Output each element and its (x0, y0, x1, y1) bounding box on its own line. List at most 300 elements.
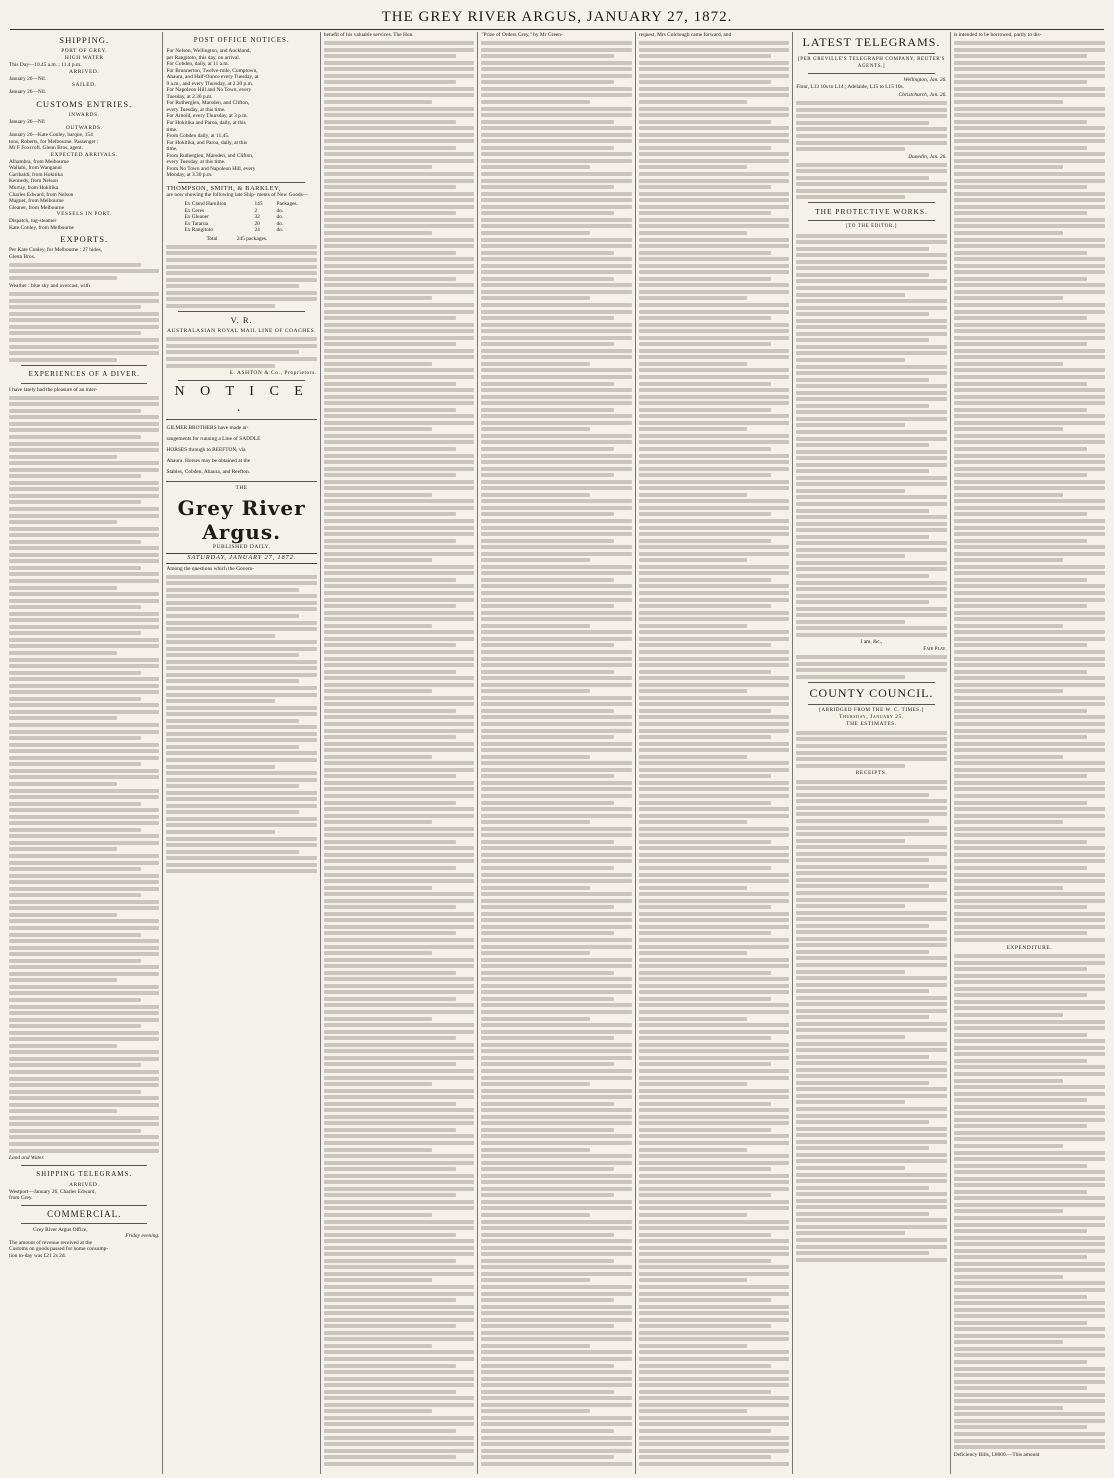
text-line (324, 1134, 474, 1138)
column-7-body (954, 41, 1105, 942)
text-line (481, 879, 631, 883)
text-line (481, 643, 613, 647)
text-line (324, 107, 474, 111)
text-line (639, 755, 747, 759)
text-line (481, 1180, 631, 1184)
text-line (9, 802, 141, 806)
text-line (481, 133, 631, 137)
text-line (481, 408, 613, 412)
text-line (954, 54, 1087, 58)
text-line (481, 1226, 631, 1230)
text-line (954, 827, 1105, 831)
text-line (481, 512, 613, 516)
text-line (639, 1442, 789, 1446)
text-line (954, 637, 1105, 641)
text-line (9, 1090, 141, 1094)
text-line (324, 1233, 456, 1237)
text-line (324, 126, 474, 130)
text-line (481, 48, 631, 52)
text-line (481, 598, 631, 602)
divider (178, 380, 304, 381)
text-line (481, 395, 631, 399)
text-line (324, 139, 474, 143)
text-line (639, 1036, 771, 1040)
text-line (166, 751, 316, 755)
text-line (796, 1186, 928, 1190)
text-line (954, 1079, 1063, 1083)
text-line (796, 1035, 904, 1039)
text-line (324, 133, 474, 137)
text-line (324, 722, 474, 726)
text-line (954, 1033, 1087, 1037)
text-line (481, 264, 631, 268)
text-line (481, 251, 613, 255)
text-line (324, 460, 474, 464)
commercial-heading: COMMERCIAL. (47, 1208, 122, 1219)
text-line (481, 892, 631, 896)
text-line (639, 486, 789, 490)
text-line (9, 671, 141, 675)
text-line (481, 702, 631, 706)
text-line (324, 395, 474, 399)
text-line (324, 1416, 474, 1420)
text-line (954, 624, 1063, 628)
text-line (324, 1272, 474, 1276)
vessels-label: VESSELS IN PORT. (56, 211, 112, 218)
notice-line: GILMER BROTHERS have made ar- (166, 425, 249, 432)
text-line (481, 866, 613, 870)
text-line (9, 716, 117, 720)
text-line (324, 827, 474, 831)
text-line (166, 660, 316, 664)
text-line (481, 1462, 631, 1466)
text-line (481, 1220, 631, 1224)
text-line (796, 384, 946, 388)
text-line (481, 1043, 631, 1047)
text-line (954, 1367, 1105, 1371)
text-line (639, 1377, 789, 1381)
tsb-cell-count: 24 (254, 227, 260, 234)
text-line (796, 655, 946, 659)
vessels-line: Kate Conley, from Melbourne (9, 224, 74, 231)
text-line (9, 305, 141, 309)
text-line (954, 1006, 1105, 1010)
text-line (481, 1134, 631, 1138)
text-line (324, 964, 474, 968)
text-line (639, 460, 789, 464)
list-line: For Brunnerton, Twelve-mile, Cumptown, (166, 67, 258, 74)
text-line (481, 506, 631, 510)
inwards-label: INWARDS. (68, 111, 100, 118)
text-line (639, 493, 747, 497)
text-line (166, 732, 316, 736)
protective-signer: Fair Play. (923, 646, 947, 653)
text-line (639, 146, 771, 150)
text-line (954, 591, 1105, 595)
text-line (324, 709, 456, 713)
text-line (481, 1292, 631, 1296)
text-line (796, 176, 928, 180)
text-line (324, 434, 474, 438)
text-line (481, 840, 613, 844)
text-line (481, 833, 631, 837)
text-line (481, 1030, 631, 1034)
text-line (639, 480, 789, 484)
text-line (481, 1318, 631, 1322)
text-line (796, 495, 946, 499)
text-line (639, 1121, 789, 1125)
text-line (481, 283, 631, 287)
divider (21, 365, 147, 366)
text-line (481, 192, 631, 196)
text-line (954, 395, 1105, 399)
text-line (481, 401, 631, 405)
notice-line: Stables, Cobden, Ahaura, and Reefton. (166, 469, 250, 476)
text-line (481, 257, 631, 261)
text-line (9, 1103, 159, 1107)
text-line (481, 1396, 631, 1400)
text-line (639, 355, 789, 359)
text-line (481, 480, 631, 484)
tsb-cell-ship: Ex Cland Hamilton (184, 201, 227, 208)
column-1 (6, 32, 163, 1474)
text-line (481, 925, 631, 929)
text-line (481, 807, 631, 811)
tsb-cell-unit: Packages. (276, 201, 298, 208)
text-line (796, 365, 946, 369)
text-line (481, 1161, 631, 1165)
text-line (796, 1146, 928, 1150)
text-line (324, 742, 474, 746)
text-line (954, 1308, 1105, 1312)
text-line (954, 539, 1087, 543)
text-line (324, 427, 432, 431)
coach-vr: V. R. (230, 314, 253, 325)
text-line (954, 139, 1105, 143)
text-line (9, 1011, 159, 1015)
text-line (481, 460, 631, 464)
text-line (481, 1128, 613, 1132)
text-line (324, 807, 474, 811)
text-line (639, 1220, 789, 1224)
text-line (639, 951, 747, 955)
text-line (166, 251, 316, 255)
text-line (481, 571, 631, 575)
text-line (796, 1048, 946, 1052)
text-line (481, 362, 589, 366)
text-line (324, 349, 474, 353)
text-line (954, 48, 1105, 52)
divider (808, 682, 934, 683)
text-line (639, 1252, 789, 1256)
text-line (481, 107, 631, 111)
text-line (481, 1331, 631, 1335)
text-line (9, 1070, 159, 1074)
text-line (324, 1357, 474, 1361)
text-line (481, 611, 631, 615)
text-line (954, 1046, 1105, 1050)
text-line (796, 839, 904, 843)
text-line (796, 989, 928, 993)
column-3 (321, 32, 478, 1474)
text-line (796, 587, 946, 591)
text-line (324, 1010, 474, 1014)
text-line (324, 179, 474, 183)
column-5 (636, 32, 793, 1474)
text-line (954, 1190, 1087, 1194)
county-council-date: Thursday, January 25. (839, 714, 904, 721)
text-line (481, 310, 631, 314)
text-line (481, 1023, 631, 1027)
outwards-label: OUTWARDS. (65, 125, 103, 132)
text-line (9, 998, 141, 1002)
text-line (796, 502, 946, 506)
text-line (639, 630, 789, 634)
text-line (9, 507, 159, 511)
text-line (639, 1108, 789, 1112)
text-line (481, 1436, 631, 1440)
text-line (954, 571, 1105, 575)
text-line (954, 493, 1063, 497)
text-line (9, 933, 141, 937)
text-line (324, 1115, 474, 1119)
text-line (481, 185, 613, 189)
text-line (639, 781, 789, 785)
text-line (954, 1236, 1105, 1240)
text-line (639, 683, 789, 687)
text-line (954, 794, 1105, 798)
text-line (481, 1115, 631, 1119)
text-line (324, 925, 474, 929)
text-line (9, 481, 159, 485)
text-line (9, 1031, 159, 1035)
text-line (9, 651, 117, 655)
list-line: time. (166, 146, 178, 153)
text-line (324, 41, 474, 45)
text-line (481, 526, 631, 530)
text-line (954, 801, 1087, 805)
text-line (954, 1026, 1105, 1030)
text-line (954, 1295, 1087, 1299)
list-line: From No Town and Napoleon Hill, every (166, 165, 256, 172)
text-line (324, 67, 474, 71)
divider (178, 311, 304, 312)
expected-line: Garibaldi, from Hokitika (9, 171, 63, 178)
text-line (796, 943, 946, 947)
text-line (954, 715, 1105, 719)
text-line (639, 1102, 771, 1106)
text-line (324, 198, 474, 202)
text-line (324, 853, 474, 857)
text-line (796, 904, 904, 908)
tsb-heading: THOMPSON, SMITH, & BARKLEY, (166, 185, 281, 192)
text-line (954, 552, 1105, 556)
text-line (481, 1056, 631, 1060)
text-line (9, 1149, 159, 1153)
text-line (639, 1180, 789, 1184)
text-line (954, 774, 1087, 778)
text-line (639, 1213, 747, 1217)
text-line (639, 362, 747, 366)
text-line (954, 1301, 1105, 1305)
text-line (954, 185, 1087, 189)
text-line (639, 768, 789, 772)
text-line (324, 1089, 474, 1093)
text-line (166, 357, 316, 361)
text-line (166, 863, 316, 867)
text-line (796, 737, 946, 741)
text-line (481, 100, 589, 104)
text-line (324, 100, 432, 104)
text-line (9, 338, 159, 342)
text-line (166, 712, 316, 716)
text-line (9, 906, 159, 910)
text-line (796, 884, 928, 888)
text-line (639, 277, 771, 281)
text-line (324, 454, 474, 458)
text-line (954, 1111, 1105, 1115)
text-line (481, 820, 589, 824)
text-line (324, 401, 474, 405)
text-line (481, 139, 631, 143)
text-line (796, 956, 946, 960)
text-line (481, 1187, 631, 1191)
text-line (166, 640, 316, 644)
text-line (481, 238, 631, 242)
text-line (9, 1077, 159, 1081)
text-line (481, 676, 631, 680)
text-line (324, 342, 456, 346)
text-line (954, 1118, 1105, 1122)
text-line (796, 1153, 946, 1157)
text-line (954, 663, 1105, 667)
text-line (9, 428, 159, 432)
text-line (481, 120, 613, 124)
text-line (481, 382, 613, 386)
text-line (639, 401, 789, 405)
text-line (166, 673, 316, 677)
column-7-body (954, 954, 1105, 1449)
text-line (796, 764, 904, 768)
text-line (9, 625, 159, 629)
text-line (481, 1141, 631, 1145)
text-line (481, 1246, 631, 1250)
text-line (954, 1223, 1105, 1227)
text-line (324, 1449, 474, 1453)
text-line (9, 847, 117, 851)
text-line (954, 1275, 1063, 1279)
text-line (481, 1239, 631, 1243)
text-line (324, 355, 474, 359)
text-line (639, 172, 789, 176)
text-line (954, 408, 1087, 412)
expected-line: Charles Edward, from Nelson (9, 191, 74, 198)
text-line (324, 532, 474, 536)
text-line (481, 1095, 631, 1099)
text-line (9, 533, 159, 537)
text-line (796, 757, 946, 761)
text-line (9, 527, 159, 531)
text-line (796, 163, 946, 167)
text-line (954, 447, 1087, 451)
text-line (481, 519, 631, 523)
text-line (796, 970, 904, 974)
text-line (639, 787, 789, 791)
text-line (639, 931, 771, 935)
text-line (796, 114, 946, 118)
text-line (639, 578, 771, 582)
text-line (324, 1292, 474, 1296)
text-line (481, 414, 631, 418)
text-line (9, 644, 159, 648)
text-line (9, 775, 159, 779)
text-line (639, 1357, 789, 1361)
text-line (324, 1383, 474, 1387)
protective-works-sub: [TO THE EDITOR.] (845, 224, 898, 230)
text-line (639, 1259, 771, 1263)
text-line (9, 782, 117, 786)
text-line (9, 978, 117, 982)
text-line (166, 784, 298, 788)
text-line (324, 473, 456, 477)
text-line (639, 388, 789, 392)
text-line (9, 599, 159, 603)
text-line (9, 664, 159, 668)
text-line (481, 467, 631, 471)
divider (808, 53, 934, 54)
text-line (954, 1380, 1105, 1384)
text-line (639, 964, 789, 968)
text-line (639, 1010, 789, 1014)
text-line (324, 918, 474, 922)
text-line (481, 657, 631, 661)
text-line (481, 1017, 589, 1021)
text-line (796, 1015, 928, 1019)
county-council-heading: COUNTY COUNCIL. (809, 685, 934, 700)
receipts-label: RECEIPTS. (855, 770, 888, 777)
expected-line: Murray, from Hokitika (9, 185, 59, 192)
text-line (639, 1449, 789, 1453)
text-line (166, 765, 274, 769)
text-line (796, 865, 946, 869)
text-line (324, 323, 474, 327)
paper-date: SATURDAY, JANUARY 27, 1872. (166, 553, 316, 564)
text-line (639, 1128, 771, 1132)
text-line (954, 113, 1105, 117)
text-line (481, 1121, 631, 1125)
text-line (954, 1065, 1105, 1069)
text-line (639, 1167, 771, 1171)
text-line (796, 1238, 946, 1242)
text-line (639, 1324, 771, 1328)
text-line (324, 447, 456, 451)
text-line (954, 1196, 1105, 1200)
text-line (954, 1203, 1105, 1207)
customs-heading: CUSTOMS ENTRIES. (36, 98, 133, 109)
text-line (954, 967, 1087, 971)
text-line (481, 41, 631, 45)
text-line (324, 1331, 474, 1335)
paper-nameplate: Grey River Argus. (177, 496, 306, 545)
text-line (9, 1005, 159, 1009)
text-line (9, 546, 159, 550)
text-line (954, 100, 1063, 104)
text-line (954, 486, 1105, 490)
text-line (481, 774, 613, 778)
text-line (324, 617, 474, 621)
text-line (796, 826, 946, 830)
text-line (954, 277, 1087, 281)
